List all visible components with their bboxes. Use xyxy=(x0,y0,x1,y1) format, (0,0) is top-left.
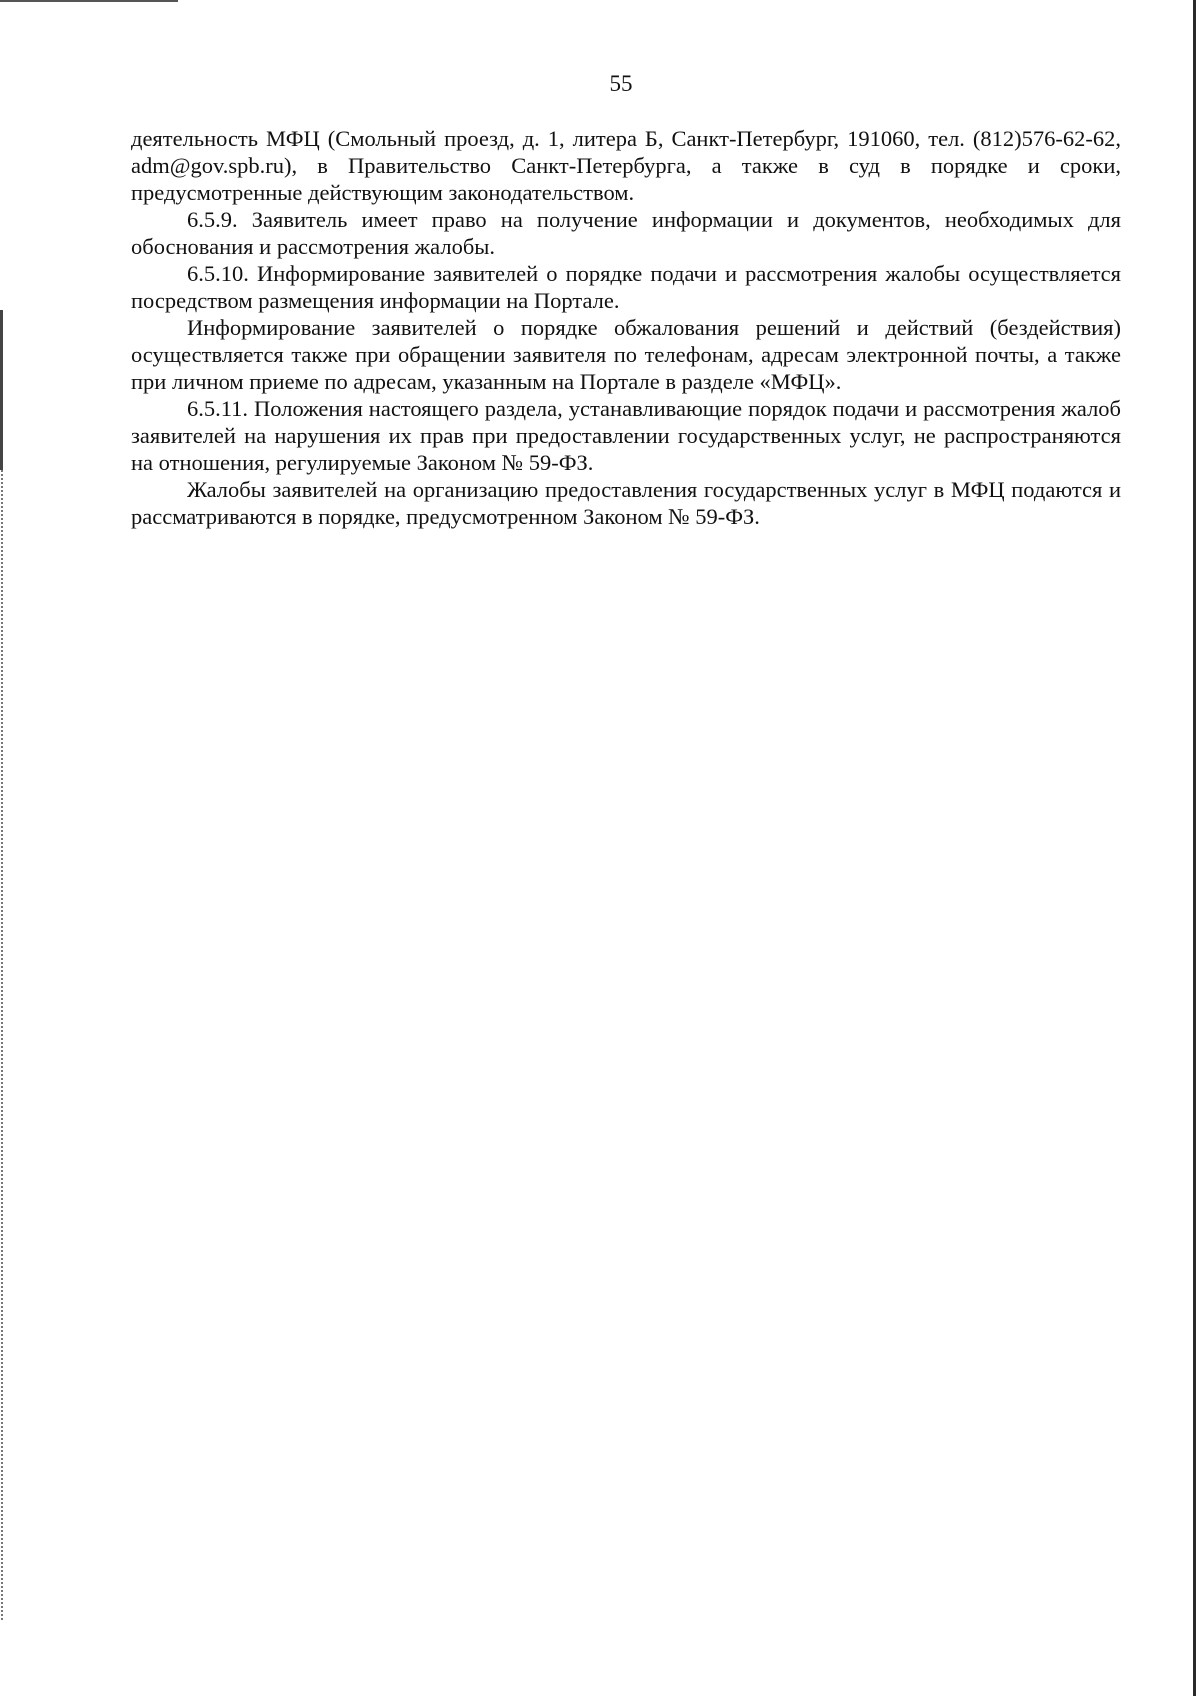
paragraph-6-5-9 xyxy=(131,206,1121,260)
text-line: Информирование заявителей о порядке обжалования решений и действий (бездействия) xyxy=(187,315,1121,340)
text-line: 6.5.11. Положения настоящего раздела, устанавливающие порядок подачи xyxy=(187,396,900,421)
text-line: подаются и рассматриваются в порядке, предусмотренном Законом № 59-ФЗ. xyxy=(131,477,1121,529)
text-line: Жалобы заявителей на организацию предоставления государственных услуг в МФЦ xyxy=(187,477,1005,502)
page-number: 55 xyxy=(609,71,633,96)
text-line: и рассмотрения жалоб заявителей на нарушения их прав при предоставлении государственных xyxy=(131,396,1121,448)
paragraph-6-5-10 xyxy=(131,260,1121,314)
scan-left-edge-dotted xyxy=(1,470,3,1620)
paragraph-complaint-address xyxy=(131,125,1121,206)
paragraph-6-5-11 xyxy=(131,395,1121,476)
paragraph-informing xyxy=(131,314,1121,395)
text-line: в суд в порядке и сроки, предусмотренные действующим законодательством. xyxy=(131,153,1122,205)
text-line: осуществляется также при обращении заявителя по телефонам, адресам электронной почты, xyxy=(131,342,1040,367)
text-line: деятельность МФЦ (Смольный проезд, д. 1, литера Б, Санкт-Петербург, 191060, xyxy=(131,126,921,151)
text-line: тел. (812)576-62-62, adm@gov.spb.ru), в Правительство Санкт-Петербурга, а также xyxy=(131,126,1121,178)
scan-left-edge xyxy=(0,310,3,470)
text-line: обоснования и рассмотрения жалобы. xyxy=(131,234,496,259)
paragraph-complaints-mfc xyxy=(131,476,1121,530)
text-line: 6.5.9. Заявитель имеет право на получение информации и документов, необходимых для xyxy=(187,207,1121,232)
text-line: 6.5.10. Информирование заявителей о порядке подачи и рассмотрения жалобы xyxy=(187,261,961,286)
document-body xyxy=(131,125,1121,530)
text-line: № 59-ФЗ. xyxy=(501,450,594,475)
text-line: услуг, не распространяются на отношения, регулируемые Законом xyxy=(131,423,1121,475)
scan-top-rule xyxy=(0,0,178,2)
text-line: осуществляется посредством размещения информации на Портале. xyxy=(131,261,1122,313)
text-line: а также при личном приеме по адресам, указанным на Портале в разделе «МФЦ». xyxy=(131,342,1121,394)
scan-right-edge xyxy=(1193,0,1196,1696)
